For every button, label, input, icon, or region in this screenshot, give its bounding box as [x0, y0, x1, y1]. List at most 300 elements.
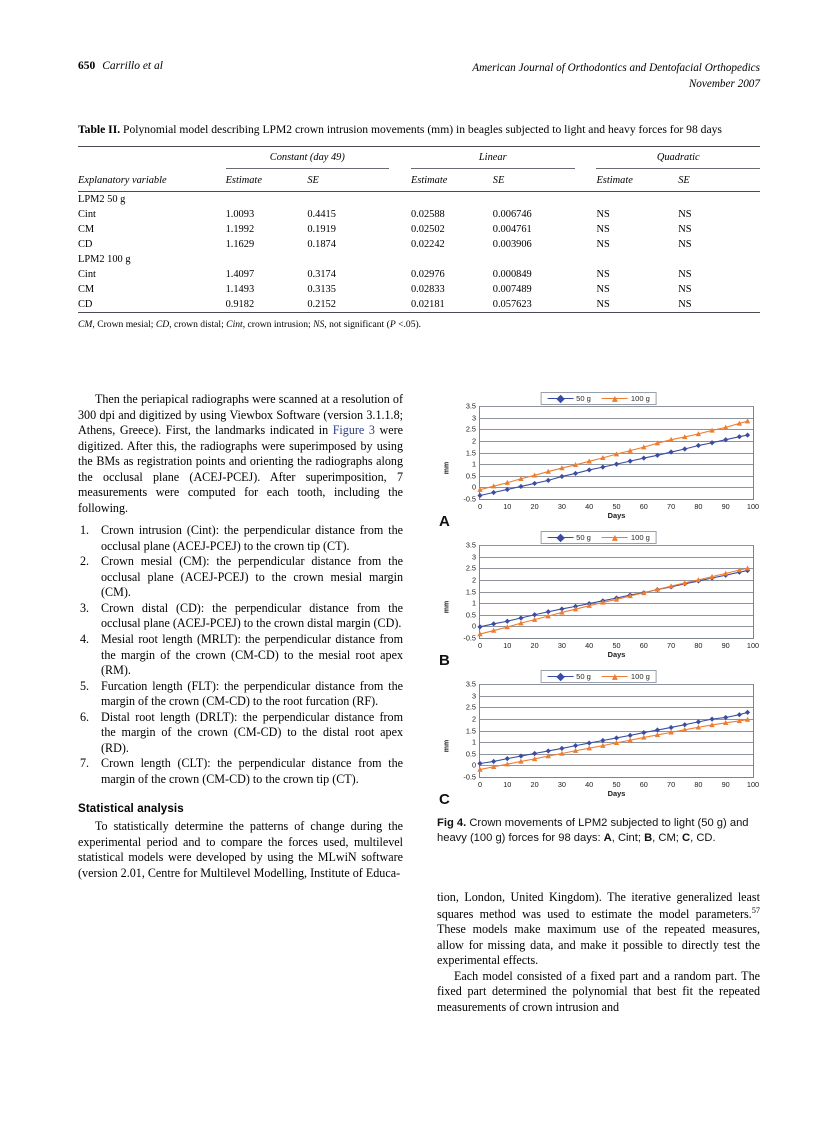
data-point — [600, 738, 605, 743]
col-header-se-quadratic: SE — [678, 175, 690, 187]
row-label: CD — [78, 297, 226, 313]
row-cell — [411, 192, 493, 208]
row-cell: 0.000849 — [492, 269, 532, 281]
x-tick-label: 40 — [585, 780, 594, 789]
group-header-constant: Constant (day 49) — [226, 146, 390, 165]
row-gap — [389, 267, 411, 282]
row-cell — [493, 252, 575, 267]
table-caption-text: Polynomial model describing LPM2 crown intrusion movements (mm) in beagles subjected to light and heavy forces for 98 days — [123, 123, 722, 136]
x-axis-title: Days — [607, 650, 626, 659]
data-point — [491, 759, 496, 764]
list-item: Crown length (CLT): the perpendicular distance from the margin of the crown (CM-CD) to the crown tip (CT). — [101, 756, 403, 786]
legend-swatch-50g — [547, 534, 573, 542]
row-gap — [575, 207, 597, 222]
legend-label-100g: 100 g — [630, 394, 650, 403]
row-cell: NS — [596, 239, 610, 251]
row-cell: 0.02502 — [410, 224, 445, 236]
data-point — [745, 717, 750, 722]
figure-caption-a: Crown movements of LPM2 subjected to light (50 g) and heavy (100 g) forces for 98 days: — [437, 817, 749, 845]
running-head — [78, 60, 760, 92]
row-cell: 0.003906 — [492, 239, 532, 251]
measurements-list — [78, 523, 403, 787]
data-point — [518, 484, 523, 489]
data-point — [655, 727, 660, 732]
x-tick-label: 80 — [694, 780, 703, 789]
legend-swatch-100g — [602, 395, 628, 403]
left-column — [78, 392, 403, 881]
table-body — [78, 146, 760, 313]
y-tick-label: 3 — [471, 552, 476, 562]
gridline — [480, 499, 753, 500]
y-axis-title-c: mm — [443, 739, 451, 753]
figure-4 — [437, 392, 760, 846]
x-tick-label: 0 — [477, 641, 483, 650]
y-tick-label: -0.5 — [463, 772, 476, 782]
col-gap-1 — [389, 169, 411, 192]
row-cell — [307, 192, 389, 208]
data-point — [745, 432, 750, 437]
footnote-text-cd: , crown distal; — [169, 319, 227, 331]
data-point — [546, 748, 551, 753]
data-point — [709, 440, 714, 445]
reference-marker-57[interactable]: 57 — [751, 905, 760, 915]
footnote-abbr-ns: NS — [313, 319, 325, 331]
para-text-a: Then the periapical radiographs were scanned at a resolution of 300 dpi and digitized by using Viewbox Software (version 3.1.1.8; Athens, Greece). First, the landmarks indicated in — [78, 392, 403, 438]
running-head-left — [78, 60, 163, 72]
data-point — [587, 740, 592, 745]
paragraph-radiographs — [78, 392, 403, 516]
row-cell: 0.007489 — [492, 284, 532, 296]
y-tick-label: 2.5 — [465, 563, 476, 573]
row-cell: 1.4097 — [225, 269, 255, 281]
list-item: Crown distal (CD): the perpendicular distance from the occlusal plane (ACEJ-PCEJ) to the crown distal margin (CD). — [101, 600, 403, 631]
figure-caption-letter-a: A — [603, 832, 612, 845]
table-group-header-row — [78, 146, 760, 165]
row-gap — [575, 252, 597, 267]
group-gap-2 — [575, 146, 597, 165]
data-point — [745, 565, 750, 570]
data-point — [491, 621, 496, 626]
x-tick-label: 50 — [612, 502, 621, 511]
y-tick-label: 2.5 — [465, 424, 476, 434]
y-tick-label: 2.5 — [465, 702, 476, 712]
x-tick-label: 20 — [530, 502, 539, 511]
x-tick-label: 70 — [667, 641, 676, 650]
legend-item-50g — [547, 533, 591, 542]
footnote-abbr-cm: CM — [78, 319, 93, 331]
y-tick-label: 2 — [471, 575, 476, 585]
figure-caption-letter-b: B — [644, 832, 653, 845]
x-tick-label: 100 — [746, 502, 760, 511]
data-point — [669, 449, 674, 454]
data-point — [505, 619, 510, 624]
x-tick-label: 90 — [721, 780, 730, 789]
x-tick-label: 70 — [667, 502, 676, 511]
page-number: 650 — [78, 60, 96, 72]
table-caption — [78, 122, 760, 139]
data-point — [532, 481, 537, 486]
x-tick-label: 50 — [612, 780, 621, 789]
paragraph-model-parts: Each model consisted of a fixed part and a random part. The fixed part determined the polynomial that best fit the repeated measurements of crown intrusion and — [437, 968, 760, 1014]
panel-letter-b: B — [439, 652, 450, 669]
legend-swatch-100g — [602, 673, 628, 681]
table-label: Table II. — [78, 123, 121, 136]
y-tick-label: 1 — [471, 459, 476, 469]
row-cell: NS — [678, 284, 692, 296]
row-cell — [411, 252, 493, 267]
x-tick-label: 60 — [639, 502, 648, 511]
col-header-estimate-quadratic: Estimate — [596, 175, 633, 187]
data-point — [682, 446, 687, 451]
x-tick-label: 60 — [639, 780, 648, 789]
row-cell — [226, 192, 308, 208]
y-axis-title-b: mm — [443, 600, 451, 614]
row-cell — [596, 252, 678, 267]
table-row — [78, 252, 760, 267]
data-point — [655, 453, 660, 458]
footnote-symbol-p: P — [389, 319, 396, 331]
table-row — [78, 207, 760, 222]
footnote-text-p: <.05). — [395, 319, 422, 331]
legend-label-100g: 100 g — [630, 533, 650, 542]
row-cell: 0.004761 — [492, 224, 532, 236]
issue-date: November 2007 — [688, 78, 760, 91]
row-cell: NS — [596, 209, 610, 221]
row-cell — [226, 252, 308, 267]
table-block — [78, 122, 760, 332]
results-table — [78, 146, 760, 314]
data-point — [477, 761, 482, 766]
legend-swatch-50g — [547, 395, 573, 403]
plot-area-c — [463, 679, 760, 798]
row-cell: 1.0093 — [225, 209, 255, 221]
row-gap — [575, 237, 597, 252]
chart-panel-a — [437, 392, 760, 528]
chart-panel-c — [437, 670, 760, 806]
y-tick-label: 1.5 — [465, 587, 476, 596]
row-cell: 0.1919 — [307, 224, 336, 236]
data-point — [723, 437, 728, 442]
running-head-right — [472, 60, 760, 92]
row-cell: 0.02181 — [411, 297, 493, 313]
footnote-abbr-cd: CD — [155, 319, 170, 331]
data-point — [745, 710, 750, 715]
row-cell: NS — [596, 297, 678, 313]
gridline — [480, 777, 753, 778]
row-cell: NS — [678, 224, 692, 236]
data-point — [737, 434, 742, 439]
row-cell: NS — [596, 284, 610, 296]
x-axis-title: Days — [607, 511, 626, 520]
row-gap — [389, 297, 411, 313]
row-cell: 0.3174 — [307, 269, 336, 281]
row-gap — [389, 207, 411, 222]
x-axis-title: Days — [607, 789, 626, 798]
figure-caption-d: , CD. — [690, 832, 716, 845]
col-gap-2 — [575, 169, 597, 192]
data-point — [505, 756, 510, 761]
list-item: Crown mesial (CM): the perpendicular distance from the occlusal plane (ACEJ-PCEJ) to the crown mesial margin (CM). — [101, 554, 403, 600]
list-item: Distal root length (DRLT): the perpendicular distance from the margin of the crown (CM-CD) to the distal root apex (RD). — [101, 709, 403, 755]
row-gap — [389, 237, 411, 252]
col-header-se-linear: SE — [492, 175, 505, 187]
row-gap — [575, 297, 597, 313]
row-gap — [575, 192, 597, 208]
row-cell: NS — [678, 297, 760, 313]
figure-label: Fig 4. — [437, 817, 467, 829]
x-tick-label: 70 — [667, 780, 676, 789]
x-tick-label: 40 — [585, 502, 594, 511]
row-cell: 0.1874 — [307, 239, 336, 251]
legend-swatch-50g — [547, 673, 573, 681]
x-tick-label: 0 — [477, 502, 483, 511]
footnote-abbr-cint: Cint — [226, 319, 243, 331]
chart-legend-c — [540, 670, 657, 683]
para-text-b: were digitized. After this, the radiographs were superimposed by using the BMs as registration points and orienting the radiographs along the occlusal plane (ACEJ-PCEJ). After superimposition, 7 measurements were computed for each tooth, including the following. — [78, 423, 403, 515]
legend-label-100g: 100 g — [630, 672, 650, 681]
data-point — [723, 715, 728, 720]
x-tick-label: 0 — [477, 780, 483, 789]
x-tick-label: 60 — [639, 641, 648, 650]
row-label: CM — [78, 224, 95, 236]
y-tick-label: 0.5 — [465, 471, 476, 481]
row-gap — [575, 282, 597, 297]
x-tick-label: 30 — [557, 780, 566, 789]
figure-3-link[interactable]: Figure 3 — [332, 423, 375, 438]
data-point — [546, 478, 551, 483]
data-point — [477, 493, 482, 498]
figure-caption-b: , Cint; — [611, 832, 645, 845]
legend-item-100g — [602, 394, 650, 403]
para-text-b: These models make maximum use of the repeated measures, allow for missing data, and make it possible to directly test the experimental effects. — [437, 922, 760, 968]
footnote-text-cint: , crown intrusion; — [242, 319, 314, 331]
row-label: CD — [78, 239, 93, 251]
panel-letter-a: A — [439, 513, 450, 530]
data-point — [737, 712, 742, 717]
x-tick-label: 20 — [530, 641, 539, 650]
table-row — [78, 222, 760, 237]
col-header-se-constant: SE — [307, 175, 319, 187]
footnote-text-cm: , Crown mesial; — [92, 319, 156, 331]
y-tick-label: 1.5 — [465, 726, 476, 735]
data-point — [518, 753, 523, 758]
journal-title: American Journal of Orthodontics and Dentofacial Orthopedics — [472, 62, 760, 74]
panel-letter-c: C — [439, 791, 450, 808]
row-cell: 0.006746 — [492, 209, 532, 221]
data-point — [709, 717, 714, 722]
legend-item-50g — [547, 672, 591, 681]
figure-caption-c: , CM; — [652, 832, 683, 845]
row-cell: 0.4415 — [307, 209, 336, 221]
x-tick-label: 90 — [721, 641, 730, 650]
list-item: Furcation length (FLT): the perpendicular distance from the margin of the crown (CM-CD) to the root furcation (RF). — [101, 678, 403, 709]
y-axis-title-a: mm — [443, 461, 451, 475]
y-tick-label: 0 — [471, 621, 476, 631]
y-tick-label: 1 — [471, 598, 476, 608]
row-cell: 1.1629 — [225, 239, 255, 251]
data-point — [628, 459, 633, 464]
row-cell: 0.057623 — [493, 297, 575, 313]
group-header-quadratic: Quadratic — [596, 146, 760, 165]
y-tick-label: 3.5 — [465, 679, 476, 689]
row-cell — [307, 252, 389, 267]
row-cell: NS — [678, 239, 692, 251]
row-cell: 0.9182 — [226, 297, 308, 313]
data-point — [696, 719, 701, 724]
y-tick-label: 1 — [471, 737, 476, 747]
data-point — [505, 487, 510, 492]
table-row — [78, 297, 760, 313]
row-cell: NS — [596, 224, 610, 236]
paragraph-mlwin-continuation — [437, 890, 760, 969]
row-label: LPM2 100 g — [78, 254, 131, 266]
section-heading-statistical-analysis: Statistical analysis — [78, 802, 184, 816]
table-column-header-row — [78, 169, 760, 192]
row-cell: 1.1992 — [225, 224, 255, 236]
data-point — [682, 722, 687, 727]
data-point — [532, 751, 537, 756]
row-cell — [596, 192, 678, 208]
row-cell: 0.02976 — [410, 269, 445, 281]
group-header-linear: Linear — [411, 146, 575, 165]
table-footnote — [78, 318, 760, 331]
list-item: Crown intrusion (Cint): the perpendicular distance from the occlusal plane (ACEJ-PCEJ) to the crown tip (CT). — [101, 523, 403, 553]
row-label: CM — [78, 284, 95, 296]
plot-area-a — [463, 401, 760, 520]
chart-legend-b — [540, 531, 657, 544]
row-cell: 0.02588 — [410, 209, 445, 221]
row-cell: 0.2152 — [307, 297, 389, 313]
chart-series-layer — [480, 684, 753, 777]
chart-panel-b — [437, 531, 760, 667]
row-label: LPM2 50 g — [78, 192, 226, 208]
chart-series-layer — [480, 545, 753, 638]
data-point — [518, 615, 523, 620]
data-point — [641, 455, 646, 460]
footnote-text-ns: , not significant ( — [324, 319, 390, 331]
group-gap-1 — [389, 146, 411, 165]
x-tick-label: 10 — [503, 502, 512, 511]
legend-swatch-100g — [602, 534, 628, 542]
table-row — [78, 282, 760, 297]
data-point — [669, 725, 674, 730]
row-gap — [389, 252, 411, 267]
y-tick-label: 2 — [471, 436, 476, 446]
col-header-estimate-constant: Estimate — [225, 175, 262, 187]
x-tick-label: 100 — [746, 641, 760, 650]
y-tick-label: 3.5 — [465, 540, 476, 550]
y-tick-label: 0.5 — [465, 749, 476, 759]
x-tick-label: 30 — [557, 502, 566, 511]
group-header-blank — [78, 146, 226, 165]
row-label: Cint — [78, 269, 96, 281]
x-tick-label: 20 — [530, 780, 539, 789]
x-tick-label: 90 — [721, 502, 730, 511]
x-tick-label: 80 — [694, 641, 703, 650]
row-cell: 1.1493 — [225, 284, 255, 296]
x-tick-label: 50 — [612, 641, 621, 650]
data-point — [491, 490, 496, 495]
data-point — [573, 471, 578, 476]
data-point — [628, 733, 633, 738]
legend-item-100g — [602, 672, 650, 681]
right-column — [437, 890, 760, 1015]
legend-item-50g — [547, 394, 591, 403]
y-tick-label: 3.5 — [465, 401, 476, 411]
data-point — [696, 443, 701, 448]
para-text-a: tion, London, United Kingdom). The iterative generalized least squares method was used to estimate the model parameters. — [437, 890, 760, 921]
data-point — [600, 465, 605, 470]
data-point — [477, 624, 482, 629]
x-tick-label: 10 — [503, 780, 512, 789]
row-cell — [678, 252, 760, 267]
row-label: Cint — [78, 209, 96, 221]
row-gap — [389, 222, 411, 237]
data-point — [559, 746, 564, 751]
y-tick-label: 0 — [471, 482, 476, 492]
row-cell — [678, 192, 760, 208]
row-cell — [493, 192, 575, 208]
paragraph-statistical-analysis: To statistically determine the patterns of change during the experimental period and to compare the forces used, multilevel statistical models were developed by using the MLwiN software (version 2.01, Centre for Multilevel Modelling, Institute of Educa- — [78, 819, 403, 880]
col-header-estimate-linear: Estimate — [410, 175, 448, 187]
row-cell: NS — [596, 269, 610, 281]
data-point — [745, 418, 750, 423]
chart-series-layer — [480, 406, 753, 499]
running-head-authors: Carrillo et al — [102, 60, 163, 72]
row-gap — [575, 267, 597, 282]
legend-label-50g: 50 g — [576, 533, 591, 542]
row-gap — [575, 222, 597, 237]
list-item: Mesial root length (MRLT): the perpendicular distance from the margin of the crown (CM-CD) to the mesial root apex (RM). — [101, 631, 403, 678]
data-point — [641, 730, 646, 735]
table-row — [78, 237, 760, 252]
chart-legend-a — [540, 392, 657, 405]
y-tick-label: 1.5 — [465, 448, 476, 457]
figure-caption — [437, 816, 760, 846]
data-point — [614, 735, 619, 740]
row-cell: NS — [678, 209, 692, 221]
x-tick-label: 100 — [746, 780, 760, 789]
legend-label-50g: 50 g — [576, 672, 591, 681]
y-tick-label: 0 — [471, 760, 476, 770]
y-tick-label: 3 — [471, 691, 476, 701]
table-row — [78, 267, 760, 282]
x-tick-label: 40 — [585, 641, 594, 650]
figure-caption-letter-c: C — [682, 832, 691, 845]
y-tick-label: 0.5 — [465, 610, 476, 620]
x-tick-label: 80 — [694, 502, 703, 511]
col-header-variable: Explanatory variable — [78, 175, 167, 187]
row-cell: 0.3135 — [307, 284, 336, 296]
data-point — [614, 462, 619, 467]
y-tick-label: 3 — [471, 413, 476, 423]
data-point — [559, 474, 564, 479]
table-row — [78, 192, 760, 208]
plot-area-b — [463, 540, 760, 659]
data-point — [587, 467, 592, 472]
legend-label-50g: 50 g — [576, 394, 591, 403]
gridline — [480, 638, 753, 639]
x-tick-label: 10 — [503, 641, 512, 650]
data-point — [573, 743, 578, 748]
y-tick-label: -0.5 — [463, 633, 476, 643]
row-gap — [389, 282, 411, 297]
row-cell: NS — [678, 269, 692, 281]
legend-item-100g — [602, 533, 650, 542]
row-cell: 0.02242 — [410, 239, 445, 251]
x-tick-label: 30 — [557, 641, 566, 650]
row-cell: 0.02833 — [410, 284, 445, 296]
